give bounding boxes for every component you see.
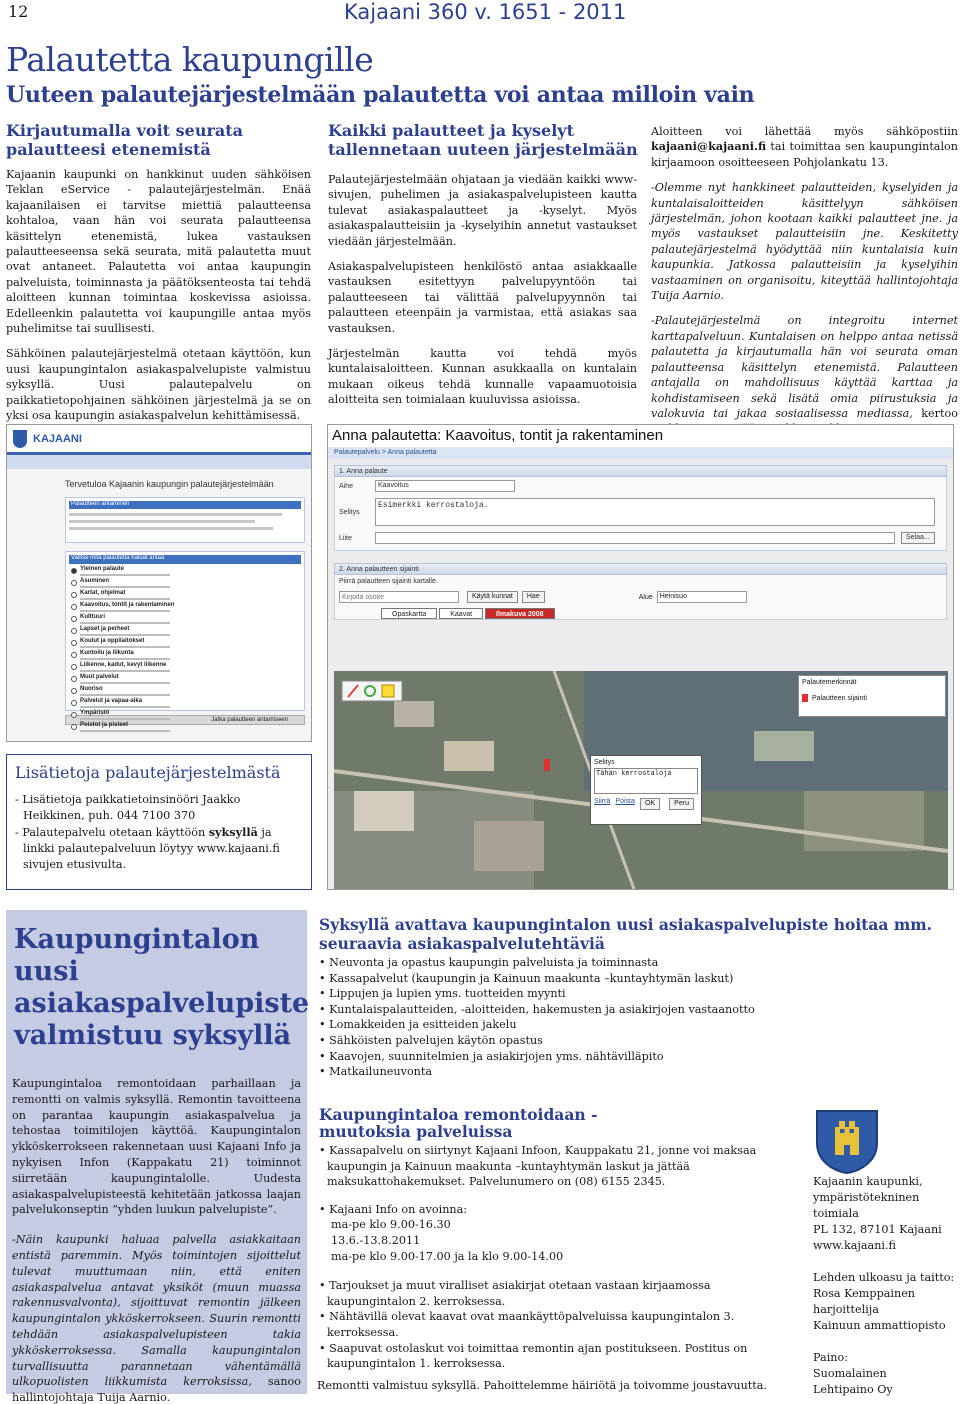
print-line-3: Lehtipaino Oy xyxy=(813,1383,893,1396)
feedback-option[interactable] xyxy=(69,650,301,660)
popup-move-link[interactable]: Siirrä xyxy=(594,798,611,805)
info-heading: Lisätietoja palautejärjestelmästä xyxy=(15,763,281,782)
radio-icon[interactable] xyxy=(71,676,77,682)
info-line-2-bold: syksyllä xyxy=(208,825,258,839)
publisher-line-2: ympäristötekninen xyxy=(813,1191,920,1204)
feedback-option[interactable] xyxy=(69,626,301,636)
radio-icon[interactable] xyxy=(71,640,77,646)
popup-ok-button[interactable]: OK xyxy=(640,798,660,810)
feedback-option-label: Nuoriso xyxy=(80,686,103,692)
search-button[interactable]: Hae xyxy=(522,591,545,603)
panel-2-header: 2. Anna palautteen sijainti xyxy=(334,563,947,575)
nav-stripe xyxy=(7,455,311,469)
subject-label: Aihe xyxy=(339,482,354,490)
publisher-line-4: PL 132, 87101 Kajaani xyxy=(813,1223,942,1236)
feedback-option-label: Kaavoitus, tontit ja rakentaminen xyxy=(80,602,175,608)
legend-location: Palautteen sijainti xyxy=(812,694,867,702)
screenshot-feedback-form xyxy=(327,424,954,890)
publisher-block xyxy=(813,1174,958,1254)
welcome-heading: Tervetuloa Kajaanin kaupungin palautejärjestelmään xyxy=(65,479,274,489)
feedback-option[interactable] xyxy=(69,566,301,576)
renovation-heading: Kaupungintaloa remontoidaan - muutoksia palveluissa xyxy=(319,1105,598,1141)
screenshot-feedback-start xyxy=(6,424,312,742)
hours-line-1: ma-pe klo 9.00-16.30 xyxy=(331,1218,451,1232)
col1-article xyxy=(6,167,311,434)
info-box xyxy=(6,754,312,890)
popup-delete-link[interactable]: Poista xyxy=(615,798,635,805)
map-layer-tab[interactable]: Kaavat xyxy=(439,608,483,619)
editor-line-2: Rosa Kemppainen xyxy=(813,1287,916,1300)
renovation-item-hours: • Kajaani Info on avoinna: xyxy=(319,1202,789,1218)
col1-heading: Kirjautumalla voit seurata palautteesi etenemistä xyxy=(6,121,243,159)
col1-paragraph-2: Sähköinen palautejärjestelmä otetaan käyttöön, kun uusi kaupungintalon asiakaspalvelupiste valmistuu syksyllä. Uusi palautepalvelu on paikkatietopohjainen sähköinen järjestelmä ja se on yksi osa kaupungin asiakaspalvelun kehittämisessä. xyxy=(6,347,311,423)
area-select[interactable]: Heinisuo xyxy=(657,591,747,603)
location-hint xyxy=(335,575,946,588)
radio-icon[interactable] xyxy=(71,568,77,574)
city-hall-text xyxy=(12,1076,301,1404)
col2-paragraph-2: Asiakaspalvelupisteen henkilöstö antaa asiakkaalle vastauksen esitettyyn palvelupyyntöön tai palautteeseen tai välittää palvelupyynnön tai palautteen eteenpäin ja varmistaa, että asiakas saa vastauksen. xyxy=(328,260,637,335)
radio-icon[interactable] xyxy=(71,664,77,670)
feedback-option[interactable] xyxy=(69,590,301,600)
hours-line-3: ma-pe klo 9.00-17.00 ja la klo 9.00-14.00 xyxy=(331,1249,564,1263)
feedback-option-label: Palvelut ja vapaa-aika xyxy=(80,698,143,704)
map-layer-tabs xyxy=(381,608,946,619)
page-number: 12 xyxy=(8,2,29,21)
services-list-item: • Sähköisten palvelujen käytön opastus xyxy=(319,1033,959,1049)
address-search-input[interactable] xyxy=(339,591,459,603)
main-subheadline: Uuteen palautejärjestelmään palautetta voi antaa milloin vain xyxy=(6,82,755,108)
kajaani-logo-icon xyxy=(13,430,27,448)
col2-article xyxy=(328,172,637,418)
col3-p1-pre: Aloitteen voi lähettää myös sähköpostiin xyxy=(651,125,958,138)
services-heading: Syksyllä avattava kaupungintalon uusi asiakaspalvelupiste hoitaa mm. seuraavia asiakaspalvelutehtäviä xyxy=(319,915,933,953)
editor-block xyxy=(813,1270,958,1334)
col3-paragraph-2: -Olemme nyt hankkineet palautteiden, kyselyiden ja kuntalaisaloitteiden käsittelyyn sähköisen järjestelmän, johon kootaan kaikki palautteet jne. ja myös vastaukset palautteisiin jne. Keskitetty palautejärjestelmä hyödyttää niin kuntalaisia kuin kaupunkia. Jatkossa palautteisiin ja kyselyihin vastaaminen on organisoitu, kiteyttää hallintojohtaja Tuija Aarnio. xyxy=(651,181,958,303)
subject-field[interactable]: Kaavoitus xyxy=(375,480,515,492)
services-list-item: • Lippujen ja lupien yms. tuotteiden myynti xyxy=(319,986,959,1002)
panel-1 xyxy=(334,477,947,551)
feedback-option-label: Kuntoilu ja liikunta xyxy=(80,650,134,656)
info-line-1: - Lisätietoja paikkatietoinsinööri Jaakko Heikkinen, puh. 044 7100 370 xyxy=(15,793,241,822)
coat-of-arms-icon xyxy=(813,1107,881,1175)
zoom-municipalities-button[interactable]: Käytä kunnat xyxy=(467,591,518,603)
col3-p3-quote: -Palautejärjestelmä on integroitu internet karttapalveluun. Kuntalaisen on helppo antaa netissä palautetta ja kirjautumalla hän voi seurata oman palautteensa käsittelyn etenemistä. Palautteen antajalla on mahdollisuus käyttää karttaa ja kohdistamiseen sekä lisätä omia piirustuksia ja valokuvia tai jakaa sosiaalisessa mediassa, xyxy=(651,314,958,420)
feedback-option[interactable] xyxy=(69,614,301,624)
form-breadcrumb[interactable]: Palautepalvelu > Anna palautetta xyxy=(328,447,953,459)
hours-line-2: 13.6.-13.8.2011 xyxy=(331,1233,421,1247)
publisher-info xyxy=(813,1174,958,1398)
map-legend xyxy=(798,675,946,717)
main-headline: Palautetta kaupungille xyxy=(6,40,374,79)
services-list-item: • Kaavojen, suunnitelmien ja asiakirjojen yms. nähtävilläpito xyxy=(319,1049,959,1065)
renovation-item-cash: • Kassapalvelu on siirtynyt Kajaani Infoon, Kauppakatu 21, jonne voi maksaa kaupungin ja Kainuun maakunta –kuntayhtymän laskut ja jättää maksukattohakemukset. Palvelunumero on (08) 6155 2345. xyxy=(319,1143,789,1190)
col3-p3-post: kertoo xyxy=(921,406,958,420)
services-list-item: • Kuntalaispalautteiden, -aloitteiden, hakemusten ja asiakirjojen vastaanotto xyxy=(319,1002,959,1018)
print-block xyxy=(813,1350,958,1398)
editor-line-3: harjoittelija xyxy=(813,1303,879,1316)
city-hall-article xyxy=(6,910,310,1404)
services-list-item: • Lomakkeiden ja esitteiden jakelu xyxy=(319,1017,959,1033)
col2-paragraph-3: Järjestelmän kautta voi tehdä myös kuntalaisaloitteen. Kunnan asukkaalla on kuntalain mukaan oikeus tehdä kunnalle vapaamuotoisia aloitteita sen toimialaan kuuluvissa asioissa. xyxy=(328,347,637,407)
col3-article xyxy=(651,124,958,447)
col3-paragraph-1 xyxy=(651,124,958,170)
explain-label: Selitys xyxy=(339,508,360,516)
map-layer-tab[interactable]: Opaskartta xyxy=(381,608,437,619)
radio-icon[interactable] xyxy=(71,592,77,598)
editor-line-4: Kainuun ammattiopisto xyxy=(813,1319,946,1332)
feedback-option[interactable] xyxy=(69,662,301,672)
feedback-option-label: Koulut ja oppilaitokset xyxy=(80,638,145,644)
popup-cancel-button[interactable]: Peru xyxy=(669,798,694,810)
paper-title: Kajaani 360 v. 1651 - 2011 xyxy=(344,0,627,24)
form-title: Anna palautetta: Kaavoitus, tontit ja rakentaminen xyxy=(328,425,953,447)
radio-icon[interactable] xyxy=(71,628,77,634)
browse-button[interactable]: Selaa... xyxy=(901,532,935,544)
option-list xyxy=(69,566,301,732)
feedback-option-label: Lapset ja perheet xyxy=(80,626,130,632)
attach-field[interactable] xyxy=(375,532,895,544)
panel-2 xyxy=(334,575,947,620)
radio-icon[interactable] xyxy=(71,712,77,718)
attach-label: Liite xyxy=(339,534,352,542)
col2-paragraph-1: Palautejärjestelmään ohjataan ja viedään kaikki www-sivujen, puhelimen ja asiakaspalvelupisteen kautta tulevat asiakaspalautteet ja -kyselyt. Myös asiakaspalautteisiin ja -kyselyihin annetut vastaukset viedään järjestelmään. xyxy=(328,173,637,248)
city-hall-quote: -Näin kaupunki haluaa palvella asiakkaitaan entistä paremmin. Myös toimintojen sijoittelut tulevat muuttumaan niin, että eniten asiakaspalvelua antavat yksiköt (muun muassa rakennusvalvonta), sijoittuvat remontin jälkeen kaupungintalon ykköskerrokseen. Suurin remontti tehdään asiakaspalvelupisteen takia ykköskerroksessa. Samalla kaupungintalon turvallisuutta parannetaan vähentämällä ulkopuolisten liikkumista kerroksissa, xyxy=(12,1233,301,1389)
feedback-option-label: Yleinen palaute xyxy=(80,566,125,572)
radio-icon[interactable] xyxy=(71,580,77,586)
explain-field[interactable]: Esimerkki kerrostaloja. xyxy=(375,498,935,526)
logo-bar xyxy=(7,425,311,455)
feedback-option-label: Asuminen xyxy=(80,578,110,584)
city-hall-paragraph-1: Kaupungintaloa remontoidaan parhaillaan ja remontti on valmis syksyllä. Remontin tavoitteena on parantaa kaupungin asiakaspalvelua ja tehostaa toimitilojen käyttöä. Kaupungintalon ykköskerrokseen rakennetaan uusi Kajaani Info ja nykyisen Infon (Kappakatu 21) toiminnot siirretään kaupungintalolle. Uudesta asiakaspalvelupisteestä kehitetään jatkossa laajan palvelukonseptin ”yhden luukun palvelupiste”. xyxy=(12,1077,301,1217)
feedback-option-label: Liikenne, kadut, kevyt liikenne xyxy=(80,662,167,668)
renovation-item-plans: • Nähtävillä olevat kaavat ovat maankäyttöpalveluissa kaupungintalon 3. kerroksessa. xyxy=(319,1309,789,1340)
feedback-option[interactable] xyxy=(69,698,301,708)
city-hall-heading: Kaupungintalon uusi asiakaspalvelupiste valmistuu syksyllä xyxy=(14,924,310,1051)
legend-marks: Palautemerkinnät xyxy=(802,679,857,686)
feedback-option-label: Muut palvelut xyxy=(80,674,119,680)
feedback-option-label: Kulttuuri xyxy=(80,614,105,620)
publisher-line-3: toimiala xyxy=(813,1207,859,1220)
feedback-option-label: Ympäristö xyxy=(80,710,110,716)
map-layer-tab[interactable]: Ilmakuva 2008 xyxy=(485,608,554,619)
panel-1-header: 1. Anna palaute xyxy=(334,465,947,477)
renovation-footer: Remontti valmistuu syksyllä. Pahoittelemme häiriötä ja toivomme joustavuutta. xyxy=(317,1379,767,1392)
services-list-item: • Neuvonta ja opastus kaupungin palveluista ja toiminnasta xyxy=(319,955,959,971)
legend-pin-icon xyxy=(802,694,808,702)
renovation-item-offers: • Tarjoukset ja muut viralliset asiakirjat otetaan vastaan kirjaamossa kaupungintalon 2. kerroksessa. xyxy=(319,1278,789,1309)
renovation-item-invoices: • Saapuvat ostolaskut voi toimittaa remontin ajan postitukseen. Postitus on kaupungintalon 1. kerroksessa. xyxy=(319,1341,789,1372)
logo-text: KAJAANI xyxy=(33,432,82,445)
email-link[interactable]: kajaani@kajaani.fi xyxy=(651,139,767,154)
publisher-website-link[interactable]: www.kajaani.fi xyxy=(813,1239,897,1252)
radio-icon[interactable] xyxy=(71,652,77,658)
radio-icon[interactable] xyxy=(71,724,77,730)
editor-line-1: Lehden ulkoasu ja taitto: xyxy=(813,1271,955,1284)
services-list-item: • Kassapalvelut (kaupungin ja Kainuun maakunta –kuntayhtymän laskut) xyxy=(319,971,959,987)
city-hall-attribution: sanoo hallintojohtaja Tuija Aarnio. xyxy=(12,1375,301,1404)
popup-text-field[interactable]: Tähän kerrostaloja xyxy=(594,768,698,794)
info-line-2-post: ja linkki palautepalveluun löytyy www.kajaani.fi sivujen etusivulta. xyxy=(23,826,280,871)
info-panel xyxy=(65,497,305,543)
services-list-item: • Matkailuneuvonta xyxy=(319,1064,959,1080)
info-list xyxy=(7,782,311,873)
radio-icon[interactable] xyxy=(71,688,77,694)
services-list xyxy=(319,955,959,1080)
map-pin-icon[interactable] xyxy=(544,759,550,771)
col3-p1-post: tai toimittaa sen kaupungintalon kirjaamoon osoitteeseen Pohjolankatu 13. xyxy=(651,140,958,169)
radio-icon[interactable] xyxy=(71,616,77,622)
radio-icon[interactable] xyxy=(71,604,77,610)
popup-label: Selitys xyxy=(594,759,615,766)
continue-button[interactable]: Jatka palautteen antamiseen xyxy=(65,715,305,725)
info-panel-header: Palautteen antaminen xyxy=(69,501,301,509)
feedback-option[interactable] xyxy=(69,602,301,612)
location-hint-text: Piirrä palautteen sijainti kartalle. xyxy=(339,578,438,585)
feedback-option[interactable] xyxy=(69,578,301,588)
radio-icon[interactable] xyxy=(71,700,77,706)
city-hall-paragraph-2 xyxy=(12,1232,301,1404)
publisher-line-1: Kajaanin kaupunki, xyxy=(813,1175,923,1188)
print-line-1: Paino: xyxy=(813,1351,848,1364)
feedback-option[interactable] xyxy=(69,674,301,684)
feedback-option-label: Kartat, ohjelmat xyxy=(80,590,126,596)
info-line-2-pre: - Palautepalvelu otetaan käyttöön xyxy=(15,826,209,839)
col2-heading: Kaikki palautteet ja kyselyt tallennetaan uuteen järjestelmään xyxy=(328,121,638,159)
print-line-2: Suomalainen xyxy=(813,1367,887,1380)
feedback-option-label: Poistot ja pisteet xyxy=(80,722,129,728)
info-line-2 xyxy=(13,824,303,873)
area-label: Alue xyxy=(638,593,653,601)
map-popup xyxy=(590,755,702,825)
feedback-option[interactable] xyxy=(69,686,301,696)
feedback-option[interactable] xyxy=(69,638,301,648)
area-tool-icon[interactable] xyxy=(382,685,394,697)
col1-paragraph-1: Kajaanin kaupunki on hankkinut uuden sähköisen Teklan eService - palautejärjestelmän. Enää kajaanilaisen ei tarvitse miettiä palautteensa kohtaloa, vaan hän voi seurata palautteensa käsittelyn etenemistä, lukea vastauksen palautteeseensa sekä seurata, mitä palautetta muut ovat antaneet. Palautetta voi antaa kaupungin palveluista, toiminnasta ja päätöksenteosta tai tehdä aloitteen kunnan toimintaa koskevissa asioissa. Edelleenkin palautetta voi kaupungille antaa myös puhelimitse tai suullisesti. xyxy=(6,168,311,336)
choose-panel-header: Valitse mitä palautetta haluat antaa xyxy=(69,555,301,564)
col3-paragraph-3 xyxy=(651,313,958,436)
renovation-list xyxy=(319,1143,789,1372)
